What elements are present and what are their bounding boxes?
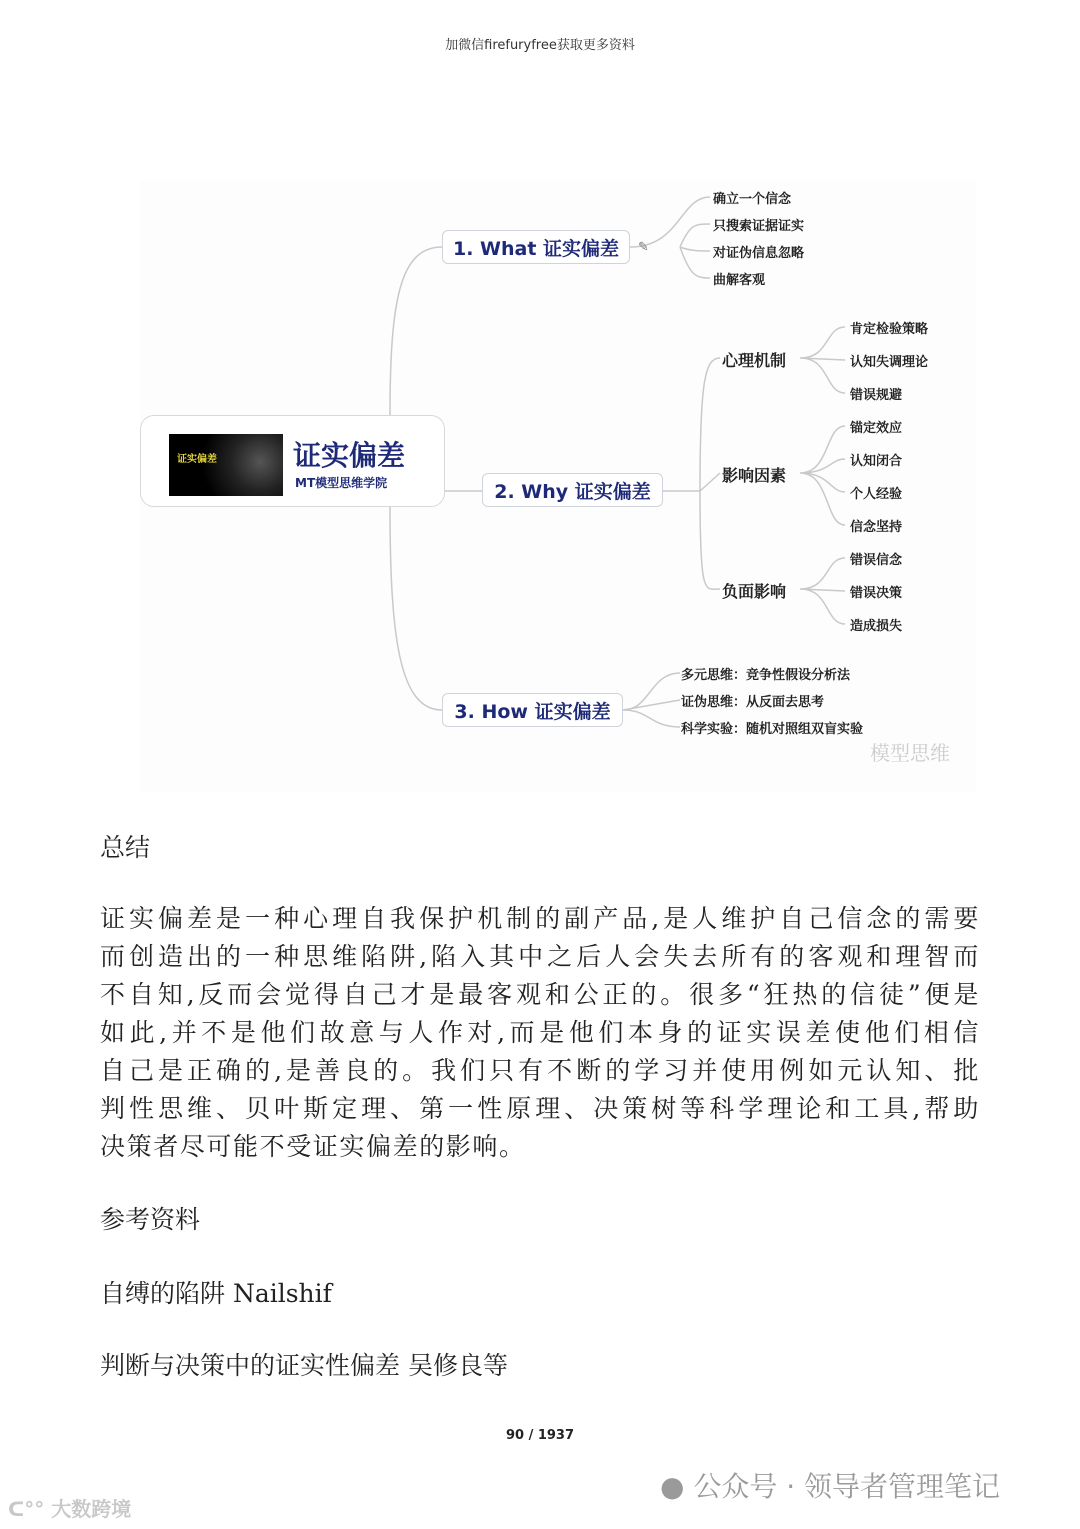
leaf: 错误决策 [850,586,903,601]
text-line: 证实偏差是一种心理自我保护机制的副产品,是人维护自己信念的需要 [100,904,980,933]
text-line: 判性思维、贝叶斯定理、第一性原理、决策树等科学理论和工具,帮助 [100,1094,980,1123]
central-subtitle: MT模型思维学院 [295,476,388,490]
leaf: 个人经验 [850,487,903,502]
leaf: 信念坚持 [850,520,903,535]
leaf: 认知失调理论 [850,355,929,370]
central-title: 证实偏差 [293,439,406,472]
note-icon: ✎ [638,240,649,255]
reference-item: 判断与决策中的证实性偏差 吴修良等 [100,1351,508,1380]
page-number: 90 / 1937 [505,1428,575,1443]
cover-thumbnail [169,434,283,496]
leaf: 确立一个信念 [713,192,792,207]
leaf: 只搜索证据证实 [713,219,805,234]
footer-watermark [660,1465,1000,1505]
summary-heading: 总结 [100,833,151,862]
corner-watermark [8,1493,131,1522]
text-line: 如此,并不是他们故意与人作对,而是他们本身的证实误差使他们相信 [100,1018,980,1047]
leaf: 多元思维：竞争性假设分析法 [681,668,851,683]
leaf: 锚定效应 [850,421,903,436]
leaf: 错误规避 [850,388,903,403]
leaf: 对证伪信息忽略 [713,246,805,261]
central-node [140,415,445,507]
branch-how: 3. How 证实偏差 [442,693,623,727]
thumbnail-text: 证实偏差 [177,454,217,465]
text-line: 不自知,反而会觉得自己才是最客观和公正的。很多“狂热的信徒”便是 [100,980,980,1009]
leaf: 证伪思维：从反面去思考 [681,695,825,710]
leaf: 造成损失 [850,619,903,634]
sub-branch: 心理机制 [722,351,787,370]
text-line: 自己是正确的,是善良的。我们只有不断的学习并使用例如元认知、批 [100,1056,980,1085]
text-line: 决策者尽可能不受证实偏差的影响。 [100,1132,526,1161]
sub-branch: 影响因素 [722,466,787,485]
page-header: 加微信firefuryfree获取更多资料 [445,38,635,53]
logo-icon: ᑕ°° [8,1497,52,1521]
reference-item: 自缚的陷阱 Nailshif [100,1279,332,1308]
branch-why: 2. Why 证实偏差 [482,473,663,507]
mindmap-watermark: 模型思维 [870,741,950,765]
corner-watermark-text: 大数跨境 [51,1497,132,1521]
leaf: 认知闭合 [850,454,903,469]
leaf: 曲解客观 [713,273,766,288]
sub-branch: 负面影响 [722,582,787,601]
leaf: 肯定检验策略 [850,322,929,337]
summary-paragraph [100,900,980,1166]
wechat-icon: ● [660,1470,685,1503]
branch-what: 1. What 证实偏差 [442,230,630,264]
references-heading: 参考资料 [100,1205,201,1234]
footer-watermark-text: 公众号 · 领导者管理笔记 [693,1470,1001,1503]
leaf: 科学实验：随机对照组双盲实验 [681,722,864,737]
text-line: 而创造出的一种思维陷阱,陷入其中之后人会失去所有的客观和理智而 [100,942,980,971]
mind-map [140,180,976,792]
leaf: 错误信念 [850,553,903,568]
